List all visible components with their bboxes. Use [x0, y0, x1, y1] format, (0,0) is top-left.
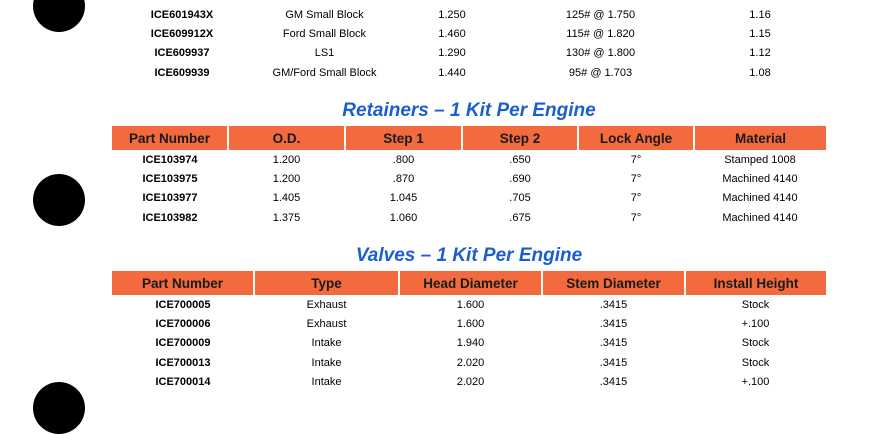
install-height: Stock	[741, 298, 770, 311]
col-header: O.D.	[228, 126, 345, 150]
head-diameter: 2.020	[456, 376, 485, 389]
step-2: .650	[509, 153, 531, 166]
retainers-table	[112, 126, 826, 228]
col-header: Step 2	[462, 126, 578, 150]
col-header: Type	[254, 271, 399, 295]
install-height: +.100	[741, 376, 770, 389]
part-number: ICE103977	[142, 192, 198, 205]
table-row	[112, 44, 826, 63]
part-number: ICE103974	[142, 153, 198, 166]
head-diameter: 1.600	[456, 298, 485, 311]
pressure: 125# @ 1.750	[565, 8, 636, 21]
binder-hole	[33, 0, 85, 32]
material: Machined 4140	[722, 192, 798, 205]
col-header: Material	[694, 126, 826, 150]
od: 1.405	[272, 192, 301, 205]
table-row	[112, 334, 826, 353]
part-number: ICE700009	[155, 337, 211, 350]
part-number: ICE700013	[155, 356, 211, 369]
col-header: Stem Diameter	[542, 271, 685, 295]
table-row	[112, 150, 826, 169]
application: Ford Small Block	[282, 27, 367, 40]
install-height: Stock	[741, 356, 770, 369]
part-number: ICE103975	[142, 173, 198, 186]
od: 1.200	[272, 173, 301, 186]
step-1: 1.060	[389, 211, 418, 224]
application: GM Small Block	[285, 8, 364, 21]
part-number: ICE700005	[155, 298, 211, 311]
od: 1.440	[438, 66, 466, 79]
install-height: +.100	[741, 318, 770, 331]
application: GM/Ford Small Block	[272, 66, 377, 79]
od: 1.460	[438, 27, 466, 40]
head-diameter: 2.020	[456, 356, 485, 369]
part-number: ICE700006	[155, 318, 211, 331]
material: Machined 4140	[722, 173, 798, 186]
table-row	[112, 353, 826, 372]
pressure: 115# @ 1.820	[566, 27, 635, 40]
table-row	[112, 295, 826, 314]
table-row	[112, 63, 826, 82]
table-header	[112, 126, 826, 150]
pressure: 130# @ 1.800	[565, 47, 636, 60]
stem-diameter: .3415	[599, 337, 628, 350]
step-2: .690	[509, 173, 531, 186]
material: Stamped 1008	[724, 153, 796, 166]
part-number: ICE609939	[154, 66, 210, 79]
part-number: ICE609937	[154, 47, 210, 60]
table-row	[112, 373, 826, 392]
stem-diameter: .3415	[599, 376, 628, 389]
od: 1.375	[272, 211, 301, 224]
stem-diameter: .3415	[599, 298, 628, 311]
pressure: 95# @ 1.703	[568, 66, 633, 79]
lock-angle: 7°	[630, 211, 642, 224]
table-row	[112, 314, 826, 333]
stem-diameter: .3415	[599, 318, 628, 331]
stem-diameter: .3415	[599, 356, 628, 369]
head-diameter: 1.940	[456, 337, 485, 350]
table-row	[112, 24, 826, 43]
coil-bind: 1.16	[749, 8, 771, 21]
lock-angle: 7°	[630, 153, 642, 166]
type: Exhaust	[306, 298, 347, 311]
coil-bind: 1.15	[749, 27, 771, 40]
col-header: Install Height	[685, 271, 826, 295]
type: Intake	[311, 376, 342, 389]
step-2: .705	[509, 192, 531, 205]
binder-hole	[33, 174, 85, 226]
od: 1.250	[438, 8, 466, 21]
type: Exhaust	[306, 318, 347, 331]
material: Machined 4140	[722, 211, 798, 224]
col-header: Lock Angle	[578, 126, 694, 150]
binder-hole	[33, 382, 85, 434]
step-1: .870	[392, 173, 415, 186]
table-row	[112, 5, 826, 24]
part-number: ICE601943X	[150, 8, 214, 21]
od: 1.200	[272, 153, 301, 166]
lock-angle: 7°	[630, 192, 642, 205]
retainers-title: Retainers – 1 Kit Per Engine	[342, 100, 596, 121]
table-row	[112, 208, 826, 227]
lock-angle: 7°	[630, 173, 642, 186]
table-row	[112, 189, 826, 208]
type: Intake	[311, 356, 342, 369]
part-number: ICE609912X	[150, 27, 214, 40]
springs-table	[112, 5, 826, 82]
coil-bind: 1.12	[749, 47, 771, 60]
step-1: .800	[392, 153, 415, 166]
step-1: 1.045	[389, 192, 418, 205]
part-number: ICE700014	[155, 376, 211, 389]
col-header: Part Number	[112, 126, 228, 150]
col-header: Part Number	[112, 271, 254, 295]
step-2: .675	[509, 211, 531, 224]
col-header: Step 1	[345, 126, 462, 150]
od: 1.290	[438, 47, 466, 60]
table-row	[112, 169, 826, 188]
type: Intake	[311, 337, 342, 350]
valves-table	[112, 271, 826, 392]
valves-title: Valves – 1 Kit Per Engine	[355, 245, 583, 266]
install-height: Stock	[741, 337, 770, 350]
col-header: Head Diameter	[399, 271, 542, 295]
table-header	[112, 271, 826, 295]
coil-bind: 1.08	[749, 66, 771, 79]
application: LS1	[314, 47, 335, 60]
head-diameter: 1.600	[456, 318, 485, 331]
part-number: ICE103982	[142, 211, 198, 224]
